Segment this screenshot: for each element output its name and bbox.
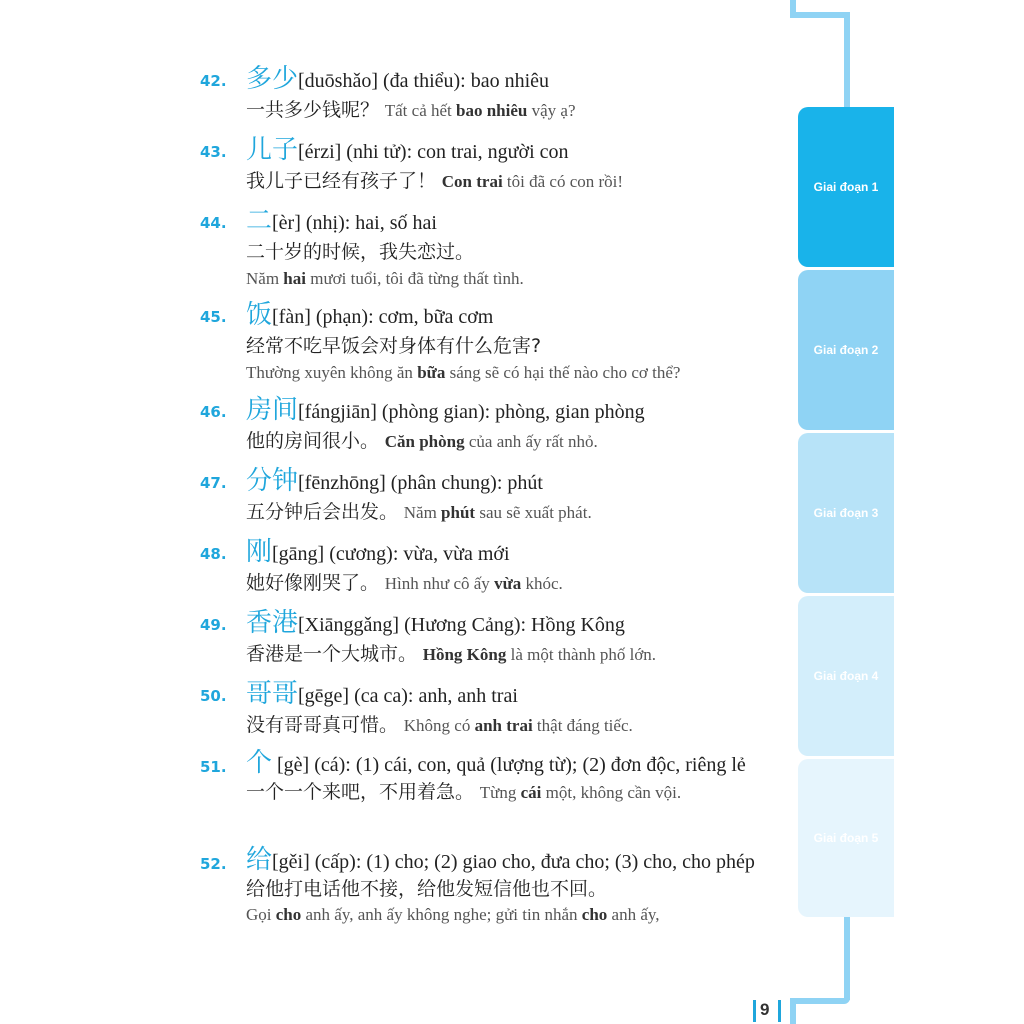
vocab-entry (200, 64, 780, 125)
tab-giai-doan-4[interactable] (798, 596, 894, 756)
vocab-entry (200, 847, 780, 926)
example-vi: Từng cái một, không cần vội. (479, 783, 682, 802)
page-number-bar-left (753, 1000, 756, 1022)
gloss: [Xiānggǎng] (Hương Cảng): Hồng Kông (298, 614, 625, 636)
gloss: [érzi] (nhi tử): con trai, người con (298, 141, 569, 163)
example-zh: 经常不吃早饭会对身体有什么危害? (246, 335, 542, 357)
tab-giai-doan-1[interactable] (798, 107, 894, 267)
gloss: [gěi] (cấp): (1) cho; (2) giao cho, đưa cho; (3) cho, cho phép (272, 851, 755, 873)
entry-number: 42. (200, 72, 227, 90)
gloss: [gè] (cá): (1) cái, con, quả (lượng từ); (2) đơn độc, riêng lẻ (272, 754, 746, 776)
tab-giai-doan-3[interactable] (798, 433, 894, 593)
entry-number: 45. (200, 308, 227, 326)
gloss: [fēnzhōng] (phân chung): phút (298, 472, 543, 494)
vocab-entry (200, 608, 780, 669)
tab-giai-doan-2[interactable] (798, 270, 894, 430)
vocab-entry (200, 300, 780, 385)
example-zh: 没有哥哥真可惜。 (246, 714, 399, 736)
entry-number: 44. (200, 214, 227, 232)
hanzi: 饭 (246, 300, 273, 330)
vocab-entry (200, 679, 780, 740)
bottom-rail-curve (790, 998, 850, 1004)
example-zh: 五分钟后会出发。 (246, 501, 399, 523)
hanzi: 分钟 (246, 466, 299, 496)
example-vi: Hồng Kông là một thành phố lớn. (422, 645, 657, 664)
gloss: [fángjiān] (phòng gian): phòng, gian phòng (298, 401, 645, 423)
example-zh: 给他打电话他不接，给他发短信他也不回。 (246, 878, 608, 900)
entry-number: 52. (200, 855, 227, 873)
page-number-bar-right (778, 1000, 781, 1022)
example-vi: Con trai tôi đã có con rồi! (441, 172, 624, 191)
entry-number: 46. (200, 403, 227, 421)
example-zh: 她好像刚哭了。 (246, 572, 380, 594)
hanzi: 多少 (246, 64, 299, 94)
example-zh: 他的房间很小。 (246, 430, 380, 452)
entry-number: 50. (200, 687, 227, 705)
bottom-rail (790, 998, 796, 1024)
hanzi: 二 (246, 206, 273, 236)
example-vi: Căn phòng của anh ấy rất nhỏ. (384, 432, 598, 451)
hanzi: 给 (246, 845, 273, 875)
example-vi: Tất cả hết bao nhiêu vậy ạ? (384, 101, 576, 120)
vocab-entry (200, 537, 780, 598)
example-vi: Hình như cô ấy vừa khóc. (384, 574, 563, 593)
vocab-entry (200, 395, 780, 456)
entry-number: 51. (200, 758, 227, 776)
example-vi: Thường xuyên không ăn bữa sáng sẽ có hại thế nào cho cơ thể? (246, 363, 681, 382)
hanzi: 个 (246, 748, 273, 778)
entry-number: 47. (200, 474, 227, 492)
entry-number: 43. (200, 143, 227, 161)
example-zh: 香港是一个大城市。 (246, 643, 418, 665)
example-vi: Gọi cho anh ấy, anh ấy không nghe; gửi tin nhắn cho anh ấy, (246, 905, 660, 924)
page-number: 9 (760, 1000, 770, 1019)
top-rail-curve (790, 12, 850, 18)
example-zh: 一共多少钱呢？ (246, 99, 380, 121)
gloss: [èr] (nhị): hai, số hai (272, 212, 437, 234)
gloss: [gāng] (cương): vừa, vừa mới (272, 543, 510, 565)
hanzi: 香港 (246, 608, 299, 638)
example-zh: 我儿子已经有孩子了！ (246, 170, 437, 192)
hanzi: 房间 (246, 395, 299, 425)
tab-label: Giai đoạn 1 (813, 180, 879, 194)
right-rail-bottom (844, 915, 850, 1000)
example-vi: Năm hai mươi tuổi, tôi đã từng thất tình. (246, 269, 524, 288)
gloss: [duōshǎo] (đa thiểu): bao nhiêu (298, 70, 550, 92)
tab-label: Giai đoạn 4 (813, 669, 879, 683)
hanzi: 刚 (246, 537, 273, 567)
tab-label: Giai đoạn 2 (813, 343, 879, 357)
example-zh: 一个一个来吧，不用着急。 (246, 781, 475, 803)
entry-number: 48. (200, 545, 227, 563)
tab-label: Giai đoạn 5 (813, 831, 879, 845)
vocab-entry (200, 135, 780, 196)
vocab-entry (200, 206, 780, 291)
entry-number: 49. (200, 616, 227, 634)
right-rail-top (844, 12, 850, 107)
example-vi: Không có anh trai thật đáng tiếc. (403, 716, 633, 735)
vocab-entry (200, 750, 780, 807)
tab-label: Giai đoạn 3 (813, 506, 879, 520)
hanzi: 哥哥 (246, 679, 299, 709)
vocab-entry (200, 466, 780, 527)
gloss: [fàn] (phạn): cơm, bữa cơm (272, 306, 494, 328)
hanzi: 儿子 (246, 135, 299, 165)
example-vi: Năm phút sau sẽ xuất phát. (403, 503, 592, 522)
tab-giai-doan-5[interactable] (798, 759, 894, 917)
example-zh: 二十岁的时候，我失恋过。 (246, 241, 475, 263)
gloss: [gēge] (ca ca): anh, anh trai (298, 685, 518, 707)
